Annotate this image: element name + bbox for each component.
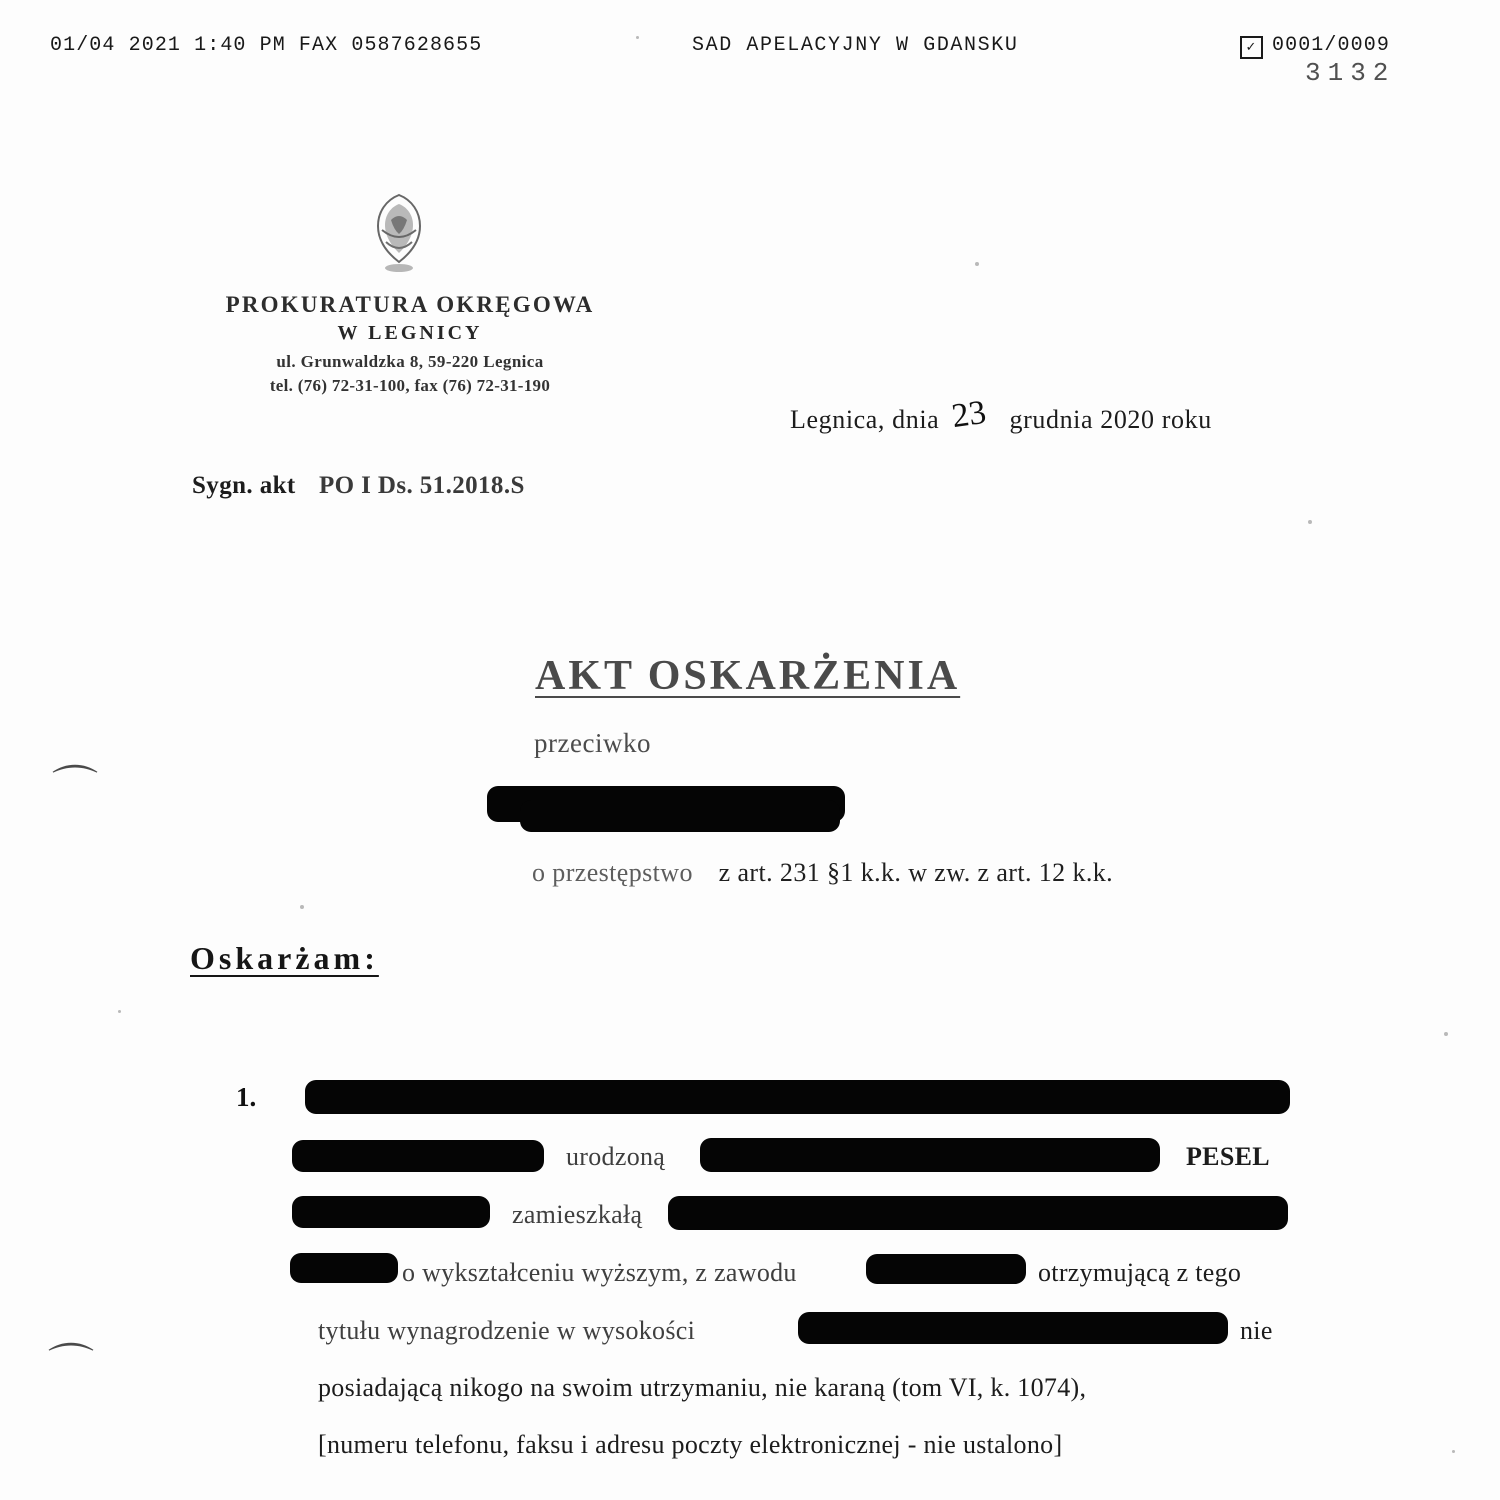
scan-speck (118, 1010, 121, 1013)
redaction-bar-charge-line-3a (292, 1196, 490, 1228)
checkbox-icon: ✓ (1240, 36, 1263, 59)
offence-description-line (532, 858, 1113, 888)
prosecutor-office-city: W LEGNICY (337, 322, 483, 344)
stamped-page-number: 3132 (1305, 58, 1396, 88)
charge-dependents-text: posiadającą nikogo na swoim utrzymaniu, nie karaną (tom VI, k. 1074), (318, 1373, 1087, 1402)
scan-artifact-curve-top: ⌒ (52, 763, 98, 814)
scan-speck (636, 36, 639, 39)
charge-residing-label: zamieszkałą (512, 1200, 643, 1229)
offence-article: z art. 231 §1 k.k. w zw. z art. 12 k.k. (718, 858, 1114, 887)
redaction-bar-charge-line-1 (305, 1080, 1290, 1114)
charge-education-text: o wykształceniu wyższym, z zawodu (402, 1258, 797, 1287)
charge-contact-text: [numeru telefonu, faksu i adresu poczty elektronicznej - nie ustalono] (318, 1430, 1063, 1459)
charge-salary-suffix: nie (1240, 1316, 1273, 1345)
scan-speck (975, 262, 979, 266)
redaction-bar-charge-line-2a (292, 1140, 544, 1172)
redaction-bar-charge-line-2b (700, 1138, 1160, 1172)
document-dateline (790, 405, 1212, 435)
handwritten-day-number: 23 (949, 393, 989, 436)
redaction-bar-charge-salary (798, 1312, 1228, 1344)
letterhead-block (150, 292, 670, 396)
polish-eagle-emblem-icon (356, 190, 442, 286)
scan-artifact-curve-bottom: ⌒ (48, 1341, 94, 1392)
fax-datetime-and-number: 01/04 2021 1:40 PM FAX 0587628655 (50, 34, 483, 57)
charge-pesel-label: PESEL (1186, 1142, 1270, 1171)
charge-number: 1. (236, 1082, 257, 1112)
case-signature-label: Sygn. akt (192, 472, 296, 499)
scan-speck (1308, 520, 1312, 524)
fax-page-counter: 0001/0009 (1272, 34, 1390, 57)
document-title: AKT OSKARŻENIA (535, 653, 961, 699)
redaction-bar-defendant-name-tail (520, 800, 840, 832)
charge-born-label: urodzoną (566, 1142, 666, 1171)
prosecutor-office-name: PROKURATURA OKRĘGOWA (225, 292, 595, 317)
fax-transmission-header (0, 34, 1500, 60)
prosecutor-office-phone: tel. (76) 72-31-100, fax (76) 72-31-190 (269, 376, 551, 395)
redaction-bar-charge-line-4a (290, 1253, 398, 1283)
redaction-bar-charge-line-4b (866, 1254, 1026, 1284)
case-signature-number: PO I Ds. 51.2018.S (318, 472, 525, 499)
dateline-month-year: grudnia 2020 roku (1009, 405, 1212, 434)
scan-speck (1444, 1032, 1448, 1036)
fax-recipient-name: SAD APELACYJNY W GDANSKU (692, 34, 1019, 57)
scan-speck (1452, 1450, 1455, 1453)
redaction-bar-charge-line-3b (668, 1196, 1288, 1230)
against-label: przeciwko (534, 728, 651, 758)
dateline-place: Legnica, dnia (790, 405, 940, 434)
prosecutor-office-address: ul. Grunwaldzka 8, 59-220 Legnica (276, 352, 544, 371)
offence-prefix: o przestępstwo (532, 858, 693, 887)
charge-salary-prefix: tytułu wynagrodzenie w wysokości (318, 1316, 696, 1345)
scan-speck (300, 905, 304, 909)
case-signature-line (192, 472, 525, 500)
charge-receiving-text: otrzymującą z tego (1038, 1258, 1242, 1287)
accuse-heading: Oskarżam: (190, 940, 379, 976)
